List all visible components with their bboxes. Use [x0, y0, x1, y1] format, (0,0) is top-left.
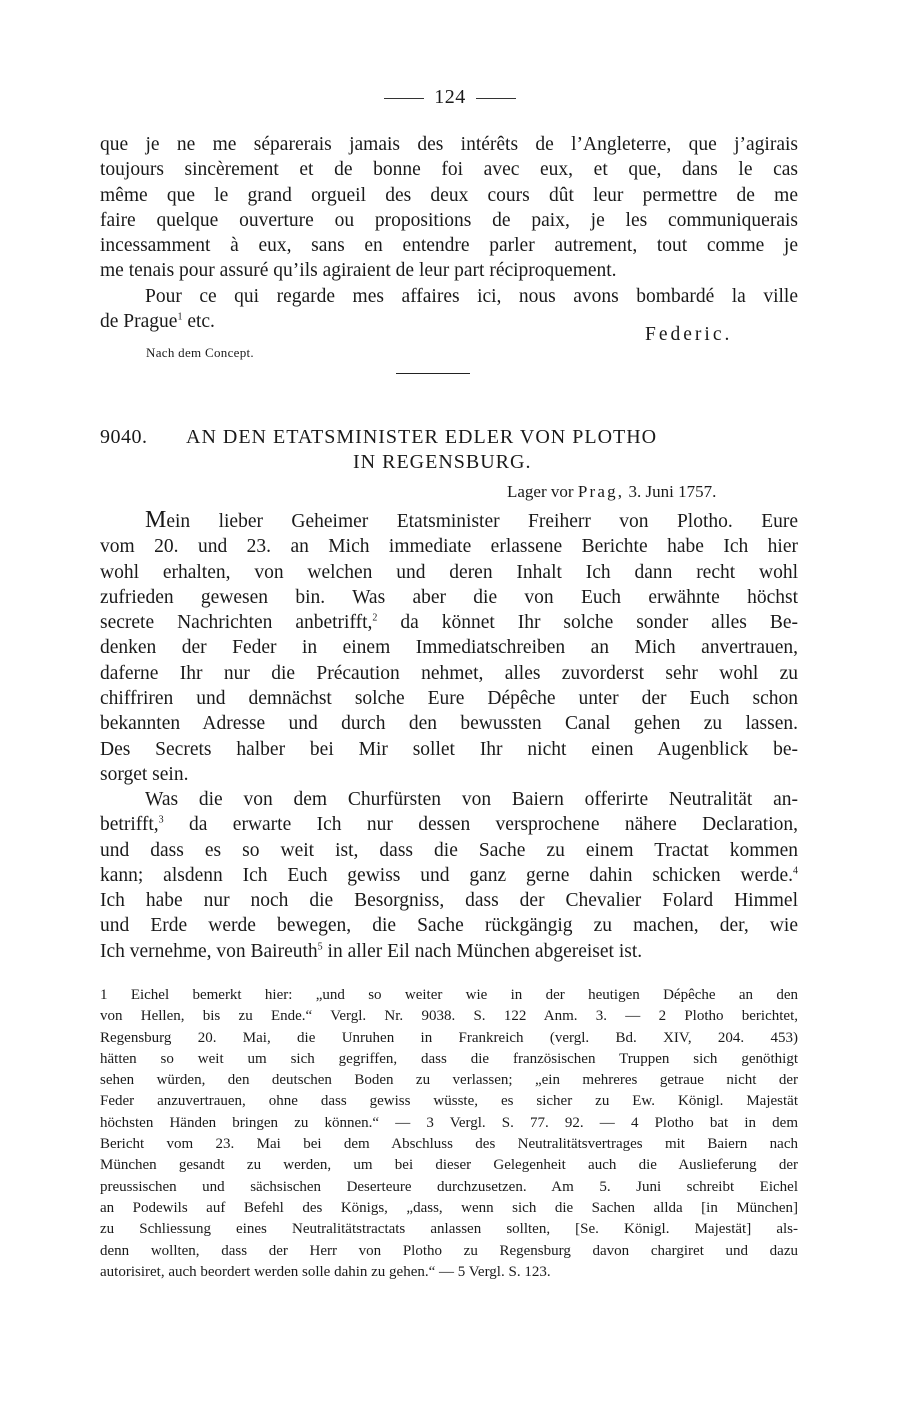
page-number: 124	[434, 86, 466, 108]
footnote-ref: 2	[372, 612, 378, 624]
signature: Federic.	[645, 324, 733, 345]
text-line: denken der Feder in einem Immediatschreiben an Mich anvertrauen,	[100, 637, 798, 659]
text-line: zufrieden gewesen bin. Was aber die von Euch erwähnte höchst	[100, 586, 798, 608]
text-line: vom 20. und 23. an Mich immediate erlassene Berichte habe Ich hier	[100, 536, 798, 558]
footnote-line: 1 Eichel bemerkt hier: „und so weiter wie in der heutigen Dépêche an den	[100, 987, 798, 1003]
page-header	[0, 86, 900, 109]
text-line: que je ne me séparerais jamais des intérêts de l’Angleterre, que j’agirais	[100, 134, 798, 155]
text-line: même que le grand orgueil des deux cours dût leur permettre de me	[100, 184, 798, 206]
letter-number: 9040.	[100, 426, 148, 448]
text-line: toujours sincèrement et de bonne foi avec eux, et que, dans le cas	[100, 159, 798, 181]
text-line: sorget sein.	[100, 763, 189, 785]
place-fragment: Lager vor	[507, 482, 578, 501]
text-fragment: ein lieber Geheimer Etatsminister Freiherr von Plotho. Eure	[166, 511, 798, 532]
text-line: und dass es so weit ist, dass die Sache zu einem Tractat kommen	[100, 839, 798, 861]
footnote-line: sehen würden, den deutschen Boden zu verlassen; „ein mehreres getraue nicht der	[100, 1072, 798, 1089]
footnote-line: hätten so weit um sich gegriffen, dass die französischen Truppen sich genöthigt	[100, 1050, 798, 1067]
text-fragment: secrete Nachrichten anbetrifft,	[100, 612, 373, 634]
text-fragment: da erwarte Ich nur dessen versprochene nähere Declaration,	[163, 814, 798, 836]
place-name: Prag,	[577, 482, 625, 501]
text-line	[100, 863, 798, 888]
text-line: Pour ce qui regarde mes affaires ici, nous avons bombardé la ville	[145, 286, 798, 307]
footnote-line: Regensburg 20. Mai, die Unruhen in Frankreich (vergl. Bd. XIV, 204. 453)	[100, 1029, 798, 1046]
text-line: Ich habe nur noch die Besorgniss, dass der Chevalier Folard Himmel	[100, 890, 798, 912]
letter-paragraph-2	[100, 787, 798, 964]
place-date	[507, 482, 716, 502]
text-line: Was die von dem Churfürsten von Baiern offerirte Neutralität an-	[145, 789, 798, 810]
text-fragment: Ich vernehme, von Baireuth	[100, 940, 318, 962]
footnote-line: Feder anzuvertrauen, ohne dass gewiss wüsste, es sicher zu Ew. Königl. Majestät	[100, 1093, 798, 1110]
header-rule-left	[384, 98, 424, 99]
footnotes	[100, 985, 798, 1283]
text-line	[100, 939, 798, 964]
footnote-ref: 1	[177, 311, 183, 323]
text-line: Des Secrets halber bei Mir sollet Ihr nicht einen Augenblick be-	[100, 738, 798, 760]
letter-paragraph-1	[100, 508, 798, 787]
footnote-ref: 5	[317, 941, 323, 953]
text-line: bekannten Adresse und durch den bewussten Canal gehen zu lassen.	[100, 713, 798, 735]
footnote-ref: 4	[793, 865, 798, 877]
footnote-line: preussischen und sächsischen Deserteure durchzusetzen. Am 5. Juni schreibt Eichel	[100, 1178, 798, 1195]
footnote-line: München gesandt zu werden, um bei dieser Gelegenheit auch die Auslieferung der	[100, 1157, 798, 1174]
date-fragment: 3. Juni 1757.	[624, 482, 717, 501]
text-line	[100, 610, 798, 635]
recipient-line-1: AN DEN ETATSMINISTER EDLER VON PLOTHO	[186, 426, 658, 448]
text-line	[100, 812, 798, 837]
text-fragment: kann; alsdenn Ich Euch gewiss und ganz gerne dahin schicken werde.	[100, 864, 793, 886]
initial-letter: M	[145, 507, 167, 533]
text-line	[100, 508, 798, 534]
text-fragment: de Prague	[100, 311, 178, 333]
header-rule-right	[476, 98, 516, 99]
source-note: Nach dem Concept.	[146, 345, 254, 360]
text-fragment: da könnet Ihr solche sonder alles Be-	[377, 612, 798, 634]
text-fragment: in aller Eil nach München abgereiset ist.	[322, 940, 643, 962]
text-line: me tenais pour assuré qu’ils agiraient de leur part réciproquement.	[100, 260, 617, 282]
text-line: chiffriren und demnächst solche Eure Dépêche unter der Euch schon	[100, 688, 798, 710]
previous-letter-text	[100, 132, 798, 284]
footnote-line: denn wollten, dass der Herr von Plotho zu Regensburg davon chargiret und dazu	[100, 1242, 798, 1259]
text-line: und Erde werde bewegen, die Sache rückgängig zu machen, der, wie	[100, 915, 798, 937]
footnote-line: höchsten Händen bringen zu können.“ — 3 Vergl. S. 77. 92. — 4 Plotho bat in dem	[100, 1114, 798, 1131]
footnote-line: an Podewils auf Befehl des Königs, „dass, wenn sich die Sachen allda [in München]	[100, 1199, 798, 1216]
text-line: faire quelque ouverture ou propositions de paix, je les communiquerais	[100, 209, 798, 231]
footnote-line: von Hellen, bis zu Ende.“ Vergl. Nr. 9038. S. 122 Anm. 3. — 2 Plotho berichtet,	[100, 1008, 798, 1025]
footnote-line: autorisiret, auch beordert werden solle dahin zu gehen.“ — 5 Vergl. S. 123.	[100, 1263, 551, 1280]
footnote-ref: 3	[158, 814, 164, 826]
footnote-line: zu Schliessung eines Neutralitätstractats anlassen sollten, [Se. Königl. Majestät] als-	[100, 1221, 798, 1238]
text-line: incessamment à eux, sans en entendre parler autrement, tout comme je	[100, 235, 798, 257]
text-fragment: etc.	[182, 311, 215, 333]
section-divider	[396, 373, 470, 374]
text-line: wohl erhalten, von welchen und deren Inhalt Ich dann recht wohl	[100, 561, 798, 583]
footnote-line: Bericht vom 23. Mai bei dem Abschluss des Neutralitätsvertrages mit Baiern nach	[100, 1136, 798, 1153]
recipient-line-2: IN REGENSBURG.	[353, 451, 532, 473]
text-line: daferne Ihr nur die Précaution nehmet, alles zuvorderst sehr wohl zu	[100, 662, 798, 684]
text-fragment: betrifft,	[100, 814, 159, 836]
